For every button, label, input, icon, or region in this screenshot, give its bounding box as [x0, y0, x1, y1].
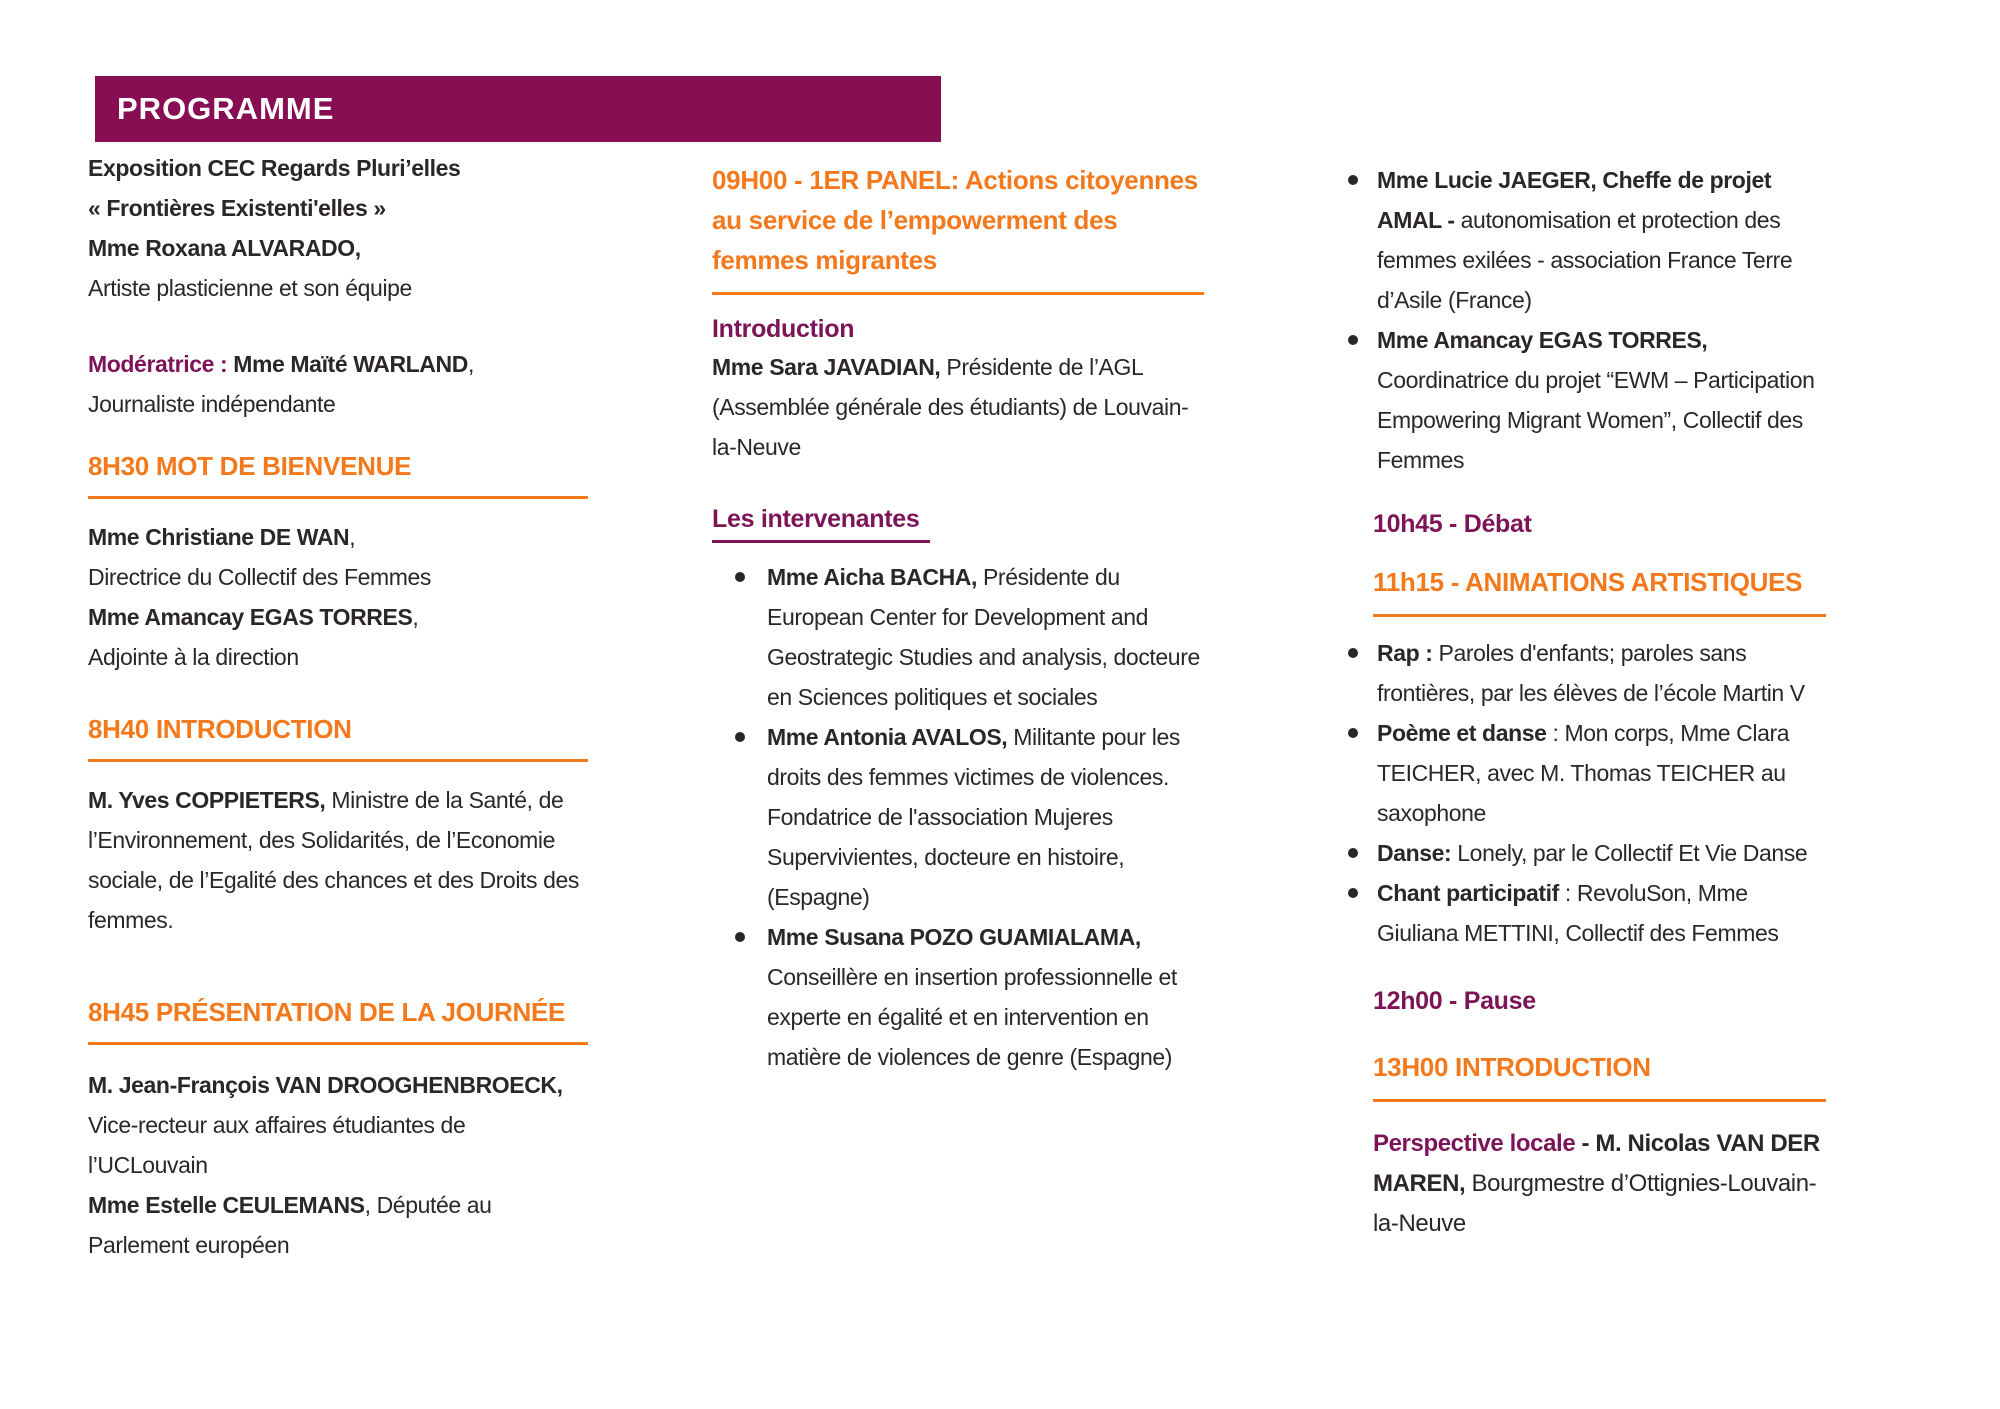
- introduction-speaker-block: [712, 347, 1204, 467]
- panel-header: 09H00 - 1ER PANEL: Actions citoyennes au service de l’empowerment des femmes migrantes: [712, 160, 1204, 295]
- animation-role: : Mon corps, Mme Clara TEICHER, avec M. Thomas TEICHER au saxophone: [1377, 720, 1790, 826]
- expo-block: [88, 148, 588, 308]
- welcome-sep-1: ,: [349, 524, 356, 550]
- animation-name: Poème et danse: [1377, 720, 1547, 746]
- animation-name: Rap :: [1377, 640, 1433, 666]
- speaker-role: Conseillère en insertion professionnelle et experte en égalité et en intervention en matière de violences de genre (Espagne): [767, 964, 1177, 1070]
- moderator-name: Mme Maïté WARLAND: [227, 351, 468, 377]
- page-title: PROGRAMME: [117, 91, 335, 126]
- presenter-role-1: Vice-recteur aux affaires étudiantes de l’UCLouvain: [88, 1112, 466, 1178]
- pause-label: 12h00 - Pause: [1373, 987, 1536, 1015]
- animations-header: 11h15 - ANIMATIONS ARTISTIQUES: [1373, 562, 1826, 617]
- presenter-name-2: Mme Estelle CEULEMANS: [88, 1192, 365, 1218]
- animation-item: [1348, 833, 1826, 873]
- speaker-item: [735, 917, 1204, 1077]
- moderator-role: Journaliste indépendante: [88, 391, 336, 417]
- animation-name: Chant participatif: [1377, 880, 1559, 906]
- introduction-header-1300: 13H00 INTRODUCTION: [1373, 1047, 1826, 1102]
- introduction-label: Introduction: [712, 315, 855, 343]
- column-right: [1348, 160, 1826, 1244]
- expo-title-line2: « Frontières Existenti'elles »: [88, 195, 386, 221]
- presentation-header: 8H45 PRÉSENTATION DE LA JOURNÉE: [88, 992, 588, 1045]
- speaker-item: [1348, 320, 1826, 480]
- speaker-role: autonomisation et protection des femmes exilées - association France Terre d’Asile (France): [1377, 207, 1793, 313]
- debate-label: 10h45 - Débat: [1373, 510, 1532, 538]
- welcome-name-2: Mme Amancay EGAS TORRES: [88, 604, 413, 630]
- introduction-header-840: 8H40 INTRODUCTION: [88, 709, 588, 762]
- speakers-label: [712, 501, 1204, 543]
- speaker-name: Mme Amancay EGAS TORRES,: [1377, 327, 1708, 353]
- animation-item: [1348, 713, 1826, 833]
- welcome-role-1: Directrice du Collectif des Femmes: [88, 564, 432, 590]
- local-perspective-name: - M. Nicolas VAN DER MAREN,: [1373, 1130, 1820, 1197]
- animation-role: Lonely, par le Collectif Et Vie Danse: [1451, 840, 1808, 866]
- speaker-name: Mme Lucie JAEGER, Cheffe de projet AMAL -: [1377, 167, 1772, 233]
- presentation-block: [88, 1065, 588, 1265]
- animation-name: Danse:: [1377, 840, 1452, 866]
- moderator-block: [88, 344, 588, 424]
- speakers-label-text: Les intervenantes: [712, 501, 930, 543]
- speakers-list: [712, 557, 1204, 1077]
- speakers-list-continued: [1348, 160, 1826, 480]
- welcome-header: 8H30 MOT DE BIENVENUE: [88, 446, 588, 499]
- minister-role: Ministre de la Santé, de l’Environnement, des Solidarités, de l’Economie sociale, de l’Egalité des chances et des Droits des femmes.: [88, 787, 579, 933]
- programme-banner: [95, 76, 941, 142]
- introduction-block-840: [88, 780, 588, 940]
- welcome-sep-2: ,: [412, 604, 419, 630]
- introduction-speaker-role: Présidente de l’AGL (Assemblée générale des étudiants) de Louvain-la-Neuve: [712, 354, 1189, 460]
- moderator-suffix: ,: [467, 351, 474, 377]
- expo-speaker-role: Artiste plasticienne et son équipe: [88, 275, 412, 301]
- presenter-name-1: M. Jean-François VAN DROOGHENBROECK,: [88, 1072, 563, 1098]
- speaker-name: Mme Susana POZO GUAMIALAMA,: [767, 924, 1141, 950]
- expo-title-line1: Exposition CEC Regards Pluri’elles: [88, 155, 461, 181]
- animations-list: [1348, 633, 1826, 953]
- speaker-role: Présidente du European Center for Development and Geostrategic Studies and analysis, docteure en Sciences politiques et sociales: [767, 564, 1200, 710]
- welcome-block: [88, 517, 588, 677]
- speaker-item: [1348, 160, 1826, 320]
- speaker-item: [735, 717, 1204, 917]
- presenter-role-2: , Députée au Parlement européen: [88, 1192, 492, 1258]
- introduction-speaker-name: Mme Sara JAVADIAN,: [712, 354, 941, 380]
- welcome-role-2: Adjointe à la direction: [88, 644, 299, 670]
- speaker-name: Mme Aicha BACHA,: [767, 564, 977, 590]
- moderator-label: Modératrice :: [88, 351, 228, 377]
- speaker-role: Coordinatrice du projet “EWM – Participation Empowering Migrant Women”, Collectif des Femmes: [1377, 367, 1815, 473]
- local-perspective-block: [1373, 1124, 1826, 1244]
- animation-item: [1348, 633, 1826, 713]
- minister-name: M. Yves COPPIETERS,: [88, 787, 326, 813]
- column-middle: [712, 160, 1204, 1077]
- column-left: [88, 148, 588, 1265]
- speaker-role: Militante pour les droits des femmes victimes de violences. Fondatrice de l'association Mujeres Supervivientes, docteure en histoire, (Espagne): [767, 724, 1180, 910]
- animation-role: Paroles d'enfants; paroles sans frontières, par les élèves de l’école Martin V: [1377, 640, 1805, 706]
- expo-speaker-name: Mme Roxana ALVARADO,: [88, 235, 361, 261]
- local-perspective-label: Perspective locale: [1373, 1130, 1576, 1157]
- speaker-name: Mme Antonia AVALOS,: [767, 724, 1008, 750]
- welcome-name-1: Mme Christiane DE WAN: [88, 524, 350, 550]
- animation-role: : RevoluSon, Mme Giuliana METTINI, Collectif des Femmes: [1377, 880, 1779, 946]
- speaker-item: [735, 557, 1204, 717]
- local-perspective-role: Bourgmestre d’Ottignies-Louvain-la-Neuve: [1373, 1170, 1817, 1237]
- animation-item: [1348, 873, 1826, 953]
